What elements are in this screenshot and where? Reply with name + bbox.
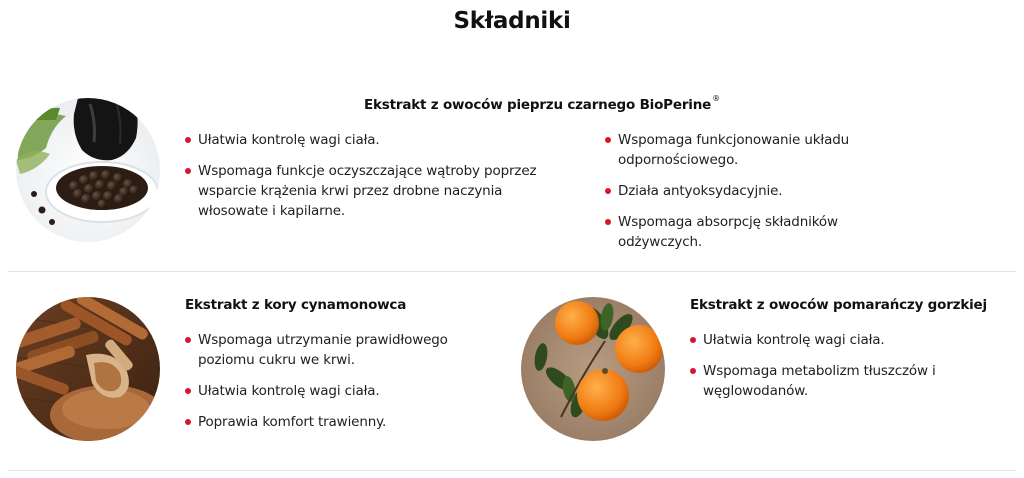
registered-trademark: ® xyxy=(712,94,720,103)
benefit-item: Wspomaga absorpcję składników odżywczych. xyxy=(605,212,925,252)
black-pepper-illustration xyxy=(16,98,160,242)
section-divider xyxy=(8,470,1016,471)
benefit-item: Wspomaga utrzymanie prawidłowego poziomu cukru we krwi. xyxy=(185,330,458,370)
ingredient-heading: Ekstrakt z kory cynamonowca xyxy=(185,297,407,313)
ingredient-heading: Ekstrakt z owoców pomarańczy gorzkiej xyxy=(690,297,987,313)
ingredient-heading-text: Ekstrakt z owoców pieprzu czarnego BioPerine xyxy=(364,97,712,113)
benefit-item: Ułatwia kontrolę wagi ciała. xyxy=(185,381,485,401)
benefits-list xyxy=(185,330,485,443)
ingredient-heading xyxy=(364,94,720,113)
page-title: Składniki xyxy=(453,8,571,34)
cinnamon-illustration xyxy=(16,297,160,441)
benefit-item: Wspomaga metabolizm tłuszczów i węglowodanów. xyxy=(690,361,943,401)
benefit-item: Działa antyoksydacyjnie. xyxy=(605,181,925,201)
black-pepper-image xyxy=(16,98,160,242)
benefits-list-left xyxy=(185,130,545,232)
benefit-item: Ułatwia kontrolę wagi ciała. xyxy=(690,330,990,350)
section-divider xyxy=(8,271,1016,272)
benefit-item: Ułatwia kontrolę wagi ciała. xyxy=(185,130,545,150)
bitter-orange-image xyxy=(521,297,665,441)
cinnamon-image xyxy=(16,297,160,441)
benefits-list-right xyxy=(605,130,925,263)
bitter-orange-illustration xyxy=(521,297,665,441)
benefits-list xyxy=(690,330,990,412)
benefit-item: Wspomaga funkcje oczyszczające wątroby poprzez wsparcie krążenia krwi przez drobne naczynia włosowate i kapilarne. xyxy=(185,161,545,221)
benefit-item: Poprawia komfort trawienny. xyxy=(185,412,485,432)
benefit-item: Wspomaga funkcjonowanie układu odpornościowego. xyxy=(605,130,868,170)
